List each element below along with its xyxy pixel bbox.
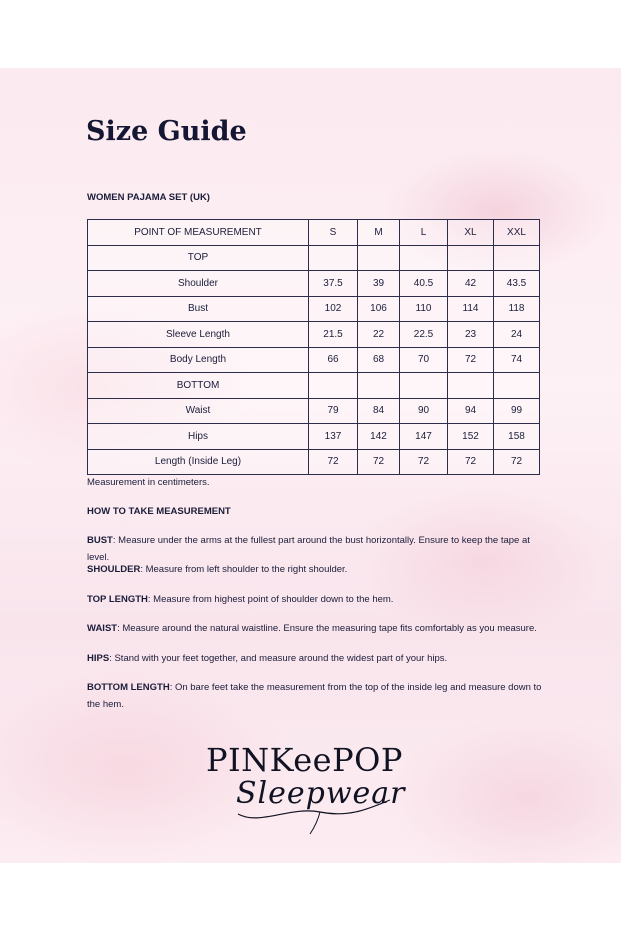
measure-cell: Shoulder bbox=[88, 271, 309, 297]
table-cell bbox=[448, 245, 494, 271]
header-cell: L bbox=[400, 220, 448, 246]
table-row bbox=[88, 245, 540, 271]
section-cell: TOP bbox=[88, 245, 309, 271]
page-title: Size Guide bbox=[86, 116, 247, 147]
header-cell: XL bbox=[448, 220, 494, 246]
instruction-waist bbox=[87, 620, 547, 637]
table-cell: 23 bbox=[448, 322, 494, 348]
table-cell: 72 bbox=[309, 449, 358, 475]
table-cell: 21.5 bbox=[309, 322, 358, 348]
instruction-top-length bbox=[87, 591, 547, 608]
table-cell: 74 bbox=[494, 347, 540, 373]
brand-logo: PINKeePOP bbox=[206, 741, 403, 779]
table-cell: 137 bbox=[309, 424, 358, 450]
table-cell: 72 bbox=[358, 449, 400, 475]
table-cell bbox=[309, 245, 358, 271]
table-cell bbox=[358, 373, 400, 399]
table-cell: 158 bbox=[494, 424, 540, 450]
table-row bbox=[88, 398, 540, 424]
table-cell: 99 bbox=[494, 398, 540, 424]
instruction-text: : Measure around the natural waistline. Ensure the measuring tape fits comfortably as you measure. bbox=[117, 623, 537, 634]
table-cell: 40.5 bbox=[400, 271, 448, 297]
table-cell: 39 bbox=[358, 271, 400, 297]
measure-cell: Body Length bbox=[88, 347, 309, 373]
table-cell: 94 bbox=[448, 398, 494, 424]
table-row bbox=[88, 449, 540, 475]
table-cell: 22.5 bbox=[400, 322, 448, 348]
table-cell: 37.5 bbox=[309, 271, 358, 297]
instruction-text: : On bare feet take the measurement from the top of the inside leg and measure down to the hem. bbox=[87, 682, 542, 710]
instruction-label: SHOULDER bbox=[87, 564, 141, 575]
brand-tagline: Sleepwear bbox=[236, 776, 406, 811]
table-cell: 43.5 bbox=[494, 271, 540, 297]
table-row bbox=[88, 322, 540, 348]
header-cell: S bbox=[309, 220, 358, 246]
instruction-label: TOP LENGTH bbox=[87, 594, 148, 605]
instruction-text: : Measure from highest point of shoulder down to the hem. bbox=[147, 594, 394, 605]
instruction-text: : Stand with your feet together, and measure around the widest part of your hips. bbox=[109, 653, 448, 664]
table-row bbox=[88, 271, 540, 297]
header-cell: M bbox=[358, 220, 400, 246]
instruction-hips bbox=[87, 650, 547, 667]
table-cell: 66 bbox=[309, 347, 358, 373]
instruction-label: WAIST bbox=[87, 623, 118, 634]
table-subtitle: WOMEN PAJAMA SET (UK) bbox=[87, 192, 210, 203]
table-row bbox=[88, 424, 540, 450]
table-cell: 72 bbox=[448, 347, 494, 373]
table-cell bbox=[400, 373, 448, 399]
header-cell: POINT OF MEASUREMENT bbox=[88, 220, 309, 246]
units-note: Measurement in centimeters. bbox=[87, 477, 210, 488]
table-cell bbox=[494, 245, 540, 271]
table-header-row bbox=[88, 220, 540, 246]
table-cell: 142 bbox=[358, 424, 400, 450]
instruction-shoulder bbox=[87, 561, 547, 578]
table-cell bbox=[494, 373, 540, 399]
table-cell: 118 bbox=[494, 296, 540, 322]
table-cell bbox=[448, 373, 494, 399]
table-cell: 72 bbox=[448, 449, 494, 475]
measure-cell: Bust bbox=[88, 296, 309, 322]
instruction-text: : Measure from left shoulder to the right shoulder. bbox=[140, 564, 348, 575]
table-cell bbox=[400, 245, 448, 271]
table-cell: 72 bbox=[400, 449, 448, 475]
table-cell: 102 bbox=[309, 296, 358, 322]
table-cell: 114 bbox=[448, 296, 494, 322]
table-cell: 90 bbox=[400, 398, 448, 424]
howto-title: HOW TO TAKE MEASUREMENT bbox=[87, 506, 231, 517]
table-cell: 24 bbox=[494, 322, 540, 348]
flourish-icon bbox=[230, 786, 400, 836]
table-cell: 84 bbox=[358, 398, 400, 424]
measure-cell: Sleeve Length bbox=[88, 322, 309, 348]
header-cell: XXL bbox=[494, 220, 540, 246]
section-cell: BOTTOM bbox=[88, 373, 309, 399]
table-cell bbox=[358, 245, 400, 271]
instruction-text: : Measure under the arms at the fullest part around the bust horizontally. Ensure to keep the tape at level. bbox=[87, 535, 530, 563]
table-cell: 79 bbox=[309, 398, 358, 424]
instruction-label: BOTTOM LENGTH bbox=[87, 682, 170, 693]
table-cell: 72 bbox=[494, 449, 540, 475]
table-cell: 110 bbox=[400, 296, 448, 322]
table-cell: 68 bbox=[358, 347, 400, 373]
table-row bbox=[88, 347, 540, 373]
table-cell: 42 bbox=[448, 271, 494, 297]
size-guide-page bbox=[0, 68, 621, 863]
instruction-label: BUST bbox=[87, 535, 113, 546]
table-cell: 147 bbox=[400, 424, 448, 450]
size-table bbox=[87, 219, 540, 475]
instruction-label: HIPS bbox=[87, 653, 110, 664]
table-cell: 70 bbox=[400, 347, 448, 373]
instruction-bottom-length bbox=[87, 679, 547, 713]
table-cell bbox=[309, 373, 358, 399]
table-cell: 152 bbox=[448, 424, 494, 450]
measure-cell: Length (Inside Leg) bbox=[88, 449, 309, 475]
table-row bbox=[88, 373, 540, 399]
measure-cell: Hips bbox=[88, 424, 309, 450]
measure-cell: Waist bbox=[88, 398, 309, 424]
table-cell: 106 bbox=[358, 296, 400, 322]
table-row bbox=[88, 296, 540, 322]
table-cell: 22 bbox=[358, 322, 400, 348]
